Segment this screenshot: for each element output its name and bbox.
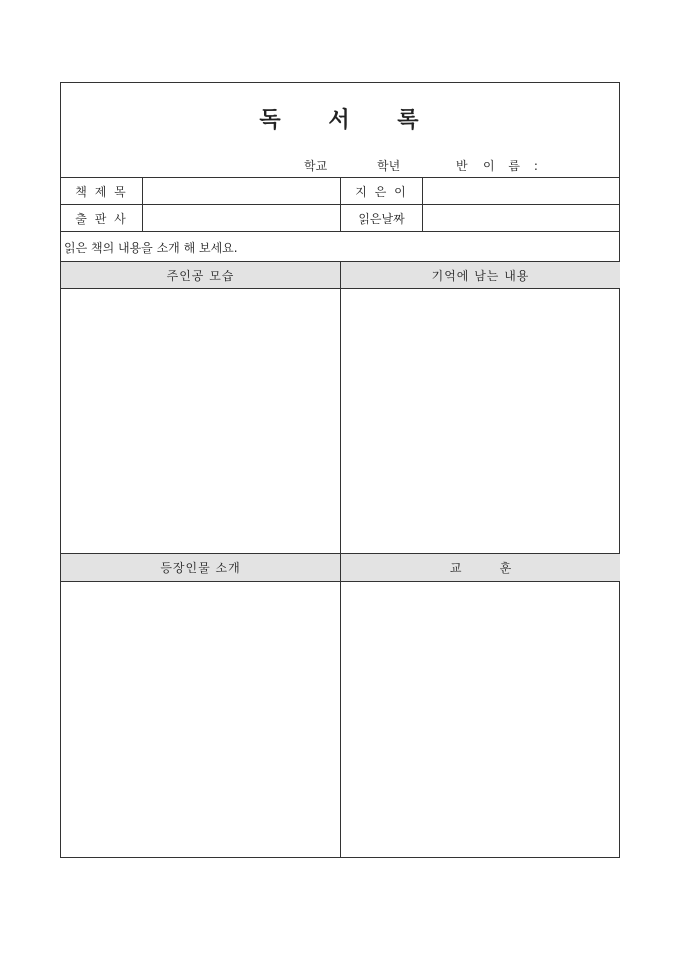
class-label: 반 <box>456 159 468 173</box>
read-date-field[interactable] <box>423 205 620 231</box>
author-field[interactable] <box>423 178 620 204</box>
title-char-3: 록 <box>397 107 421 133</box>
publisher-field[interactable] <box>143 205 340 231</box>
divider <box>61 231 619 232</box>
title-char-2: 서 <box>328 107 352 133</box>
section-header-lesson: 교 훈 <box>341 554 620 581</box>
title-char-1: 독 <box>259 107 283 133</box>
book-title-field[interactable] <box>143 178 340 204</box>
intro-prompt: 읽은 책의 내용을 소개 해 보세요. <box>64 241 238 255</box>
protagonist-writing-area[interactable] <box>61 289 340 553</box>
grade-label: 학년 <box>377 159 401 173</box>
reading-report-form <box>60 82 620 858</box>
book-title-label: 책 제 목 <box>75 184 128 199</box>
characters-writing-area[interactable] <box>61 582 340 857</box>
section-header-protagonist: 주인공 모습 <box>61 262 340 288</box>
publisher-label: 출 판 사 <box>75 211 128 226</box>
section-header-characters: 등장인물 소개 <box>61 554 340 581</box>
section-header-memorable: 기억에 남는 내용 <box>341 262 620 288</box>
read-date-label: 읽은날짜 <box>358 211 405 226</box>
memorable-writing-area[interactable] <box>341 289 620 553</box>
name-label: 이 름 : <box>483 159 543 173</box>
school-label: 학교 <box>304 159 328 173</box>
page-title <box>61 103 619 134</box>
lesson-writing-area[interactable] <box>341 582 620 857</box>
author-label: 지 은 이 <box>355 184 408 199</box>
